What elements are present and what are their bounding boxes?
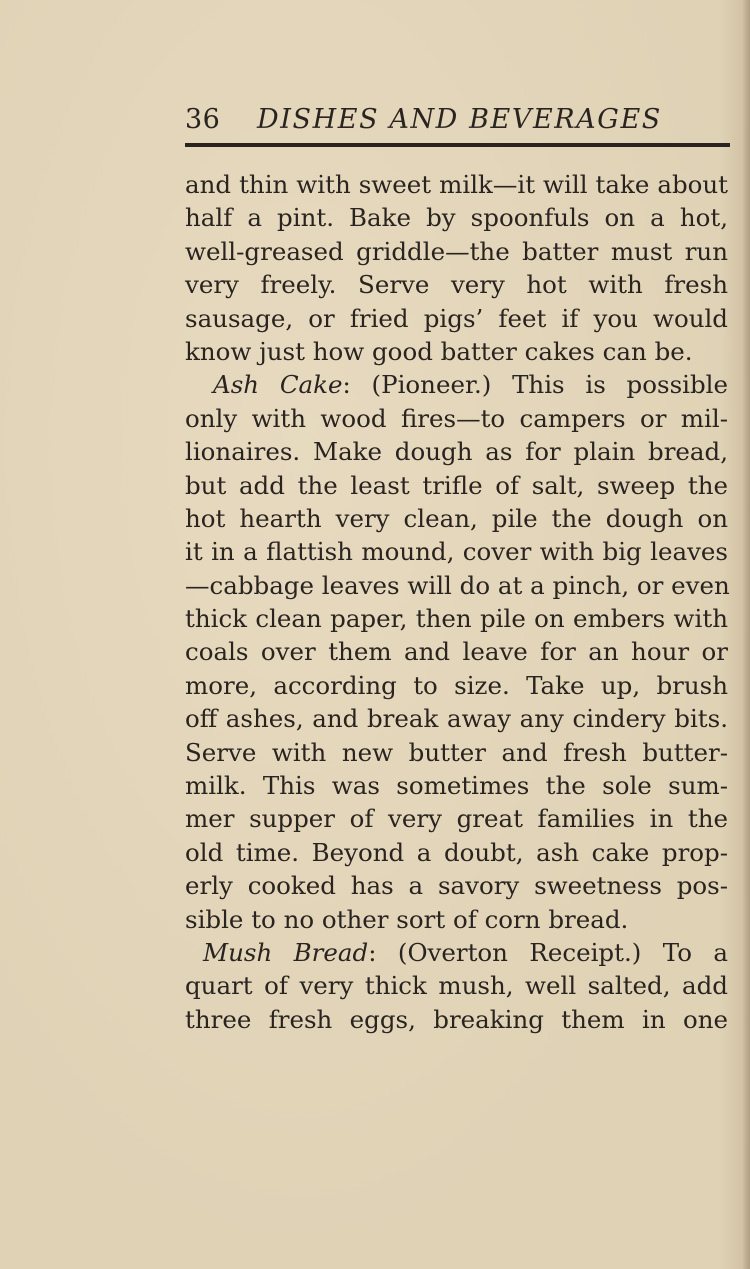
text-line: quart of very thick mush, well salted, add <box>185 971 728 1001</box>
text-line: sausage, or fried pigs’ feet if you would <box>185 303 728 333</box>
text-line: —cabbage leaves will do at a pinch, or even <box>185 570 730 600</box>
body-text <box>185 168 728 1036</box>
page-number: 36 <box>185 104 221 135</box>
text-run: : (Pioneer.) This is possible <box>342 370 728 400</box>
text-line: it in a flattish mound, cover with big leaves <box>185 537 728 567</box>
text-line: half a pint. Bake by spoonfuls on a hot, <box>185 203 728 233</box>
text-line: and thin with sweet milk—it will take about <box>185 170 728 199</box>
text-line: mer supper of very great families in the <box>185 804 728 834</box>
recipe-heading: Ash Cake <box>213 370 343 400</box>
header-rule <box>185 143 730 147</box>
text-line: know just how good batter cakes can be. <box>185 336 693 366</box>
text-line: milk. This was sometimes the sole sum- <box>185 771 728 801</box>
text-line: but add the least trifle of salt, sweep the <box>185 470 728 500</box>
text-line: lionaires. Make dough as for plain bread, <box>185 437 728 467</box>
page-title: DISHES AND BEVERAGES <box>257 104 662 135</box>
text-run: : (Overton Receipt.) To a <box>368 937 728 967</box>
running-head <box>185 104 730 144</box>
paragraph-first-line <box>185 368 728 401</box>
text-line: well-greased griddle—the batter must run <box>185 236 728 266</box>
recipe-heading: Mush Bread <box>203 937 369 967</box>
paragraph-first-line <box>185 936 728 969</box>
page-edge-shadow <box>742 0 750 1269</box>
text-line: off ashes, and break away any cindery bits. <box>185 704 728 734</box>
text-line: thick clean paper, then pile on embers with <box>185 604 728 634</box>
text-line: erly cooked has a savory sweetness pos- <box>185 871 728 901</box>
text-line: only with wood fires—to campers or mil- <box>185 403 728 433</box>
text-line: hot hearth very clean, pile the dough on <box>185 503 728 533</box>
text-line: three fresh eggs, breaking them in one <box>185 1004 728 1034</box>
text-line: old time. Beyond a doubt, ash cake prop- <box>185 837 728 867</box>
text-line: sible to no other sort of corn bread. <box>185 904 629 934</box>
text-line: very freely. Serve very hot with fresh <box>185 270 728 300</box>
text-line: coals over them and leave for an hour or <box>185 637 728 667</box>
text-line: Serve with new butter and fresh butter- <box>185 737 728 767</box>
text-line: more, according to size. Take up, brush <box>185 670 728 700</box>
